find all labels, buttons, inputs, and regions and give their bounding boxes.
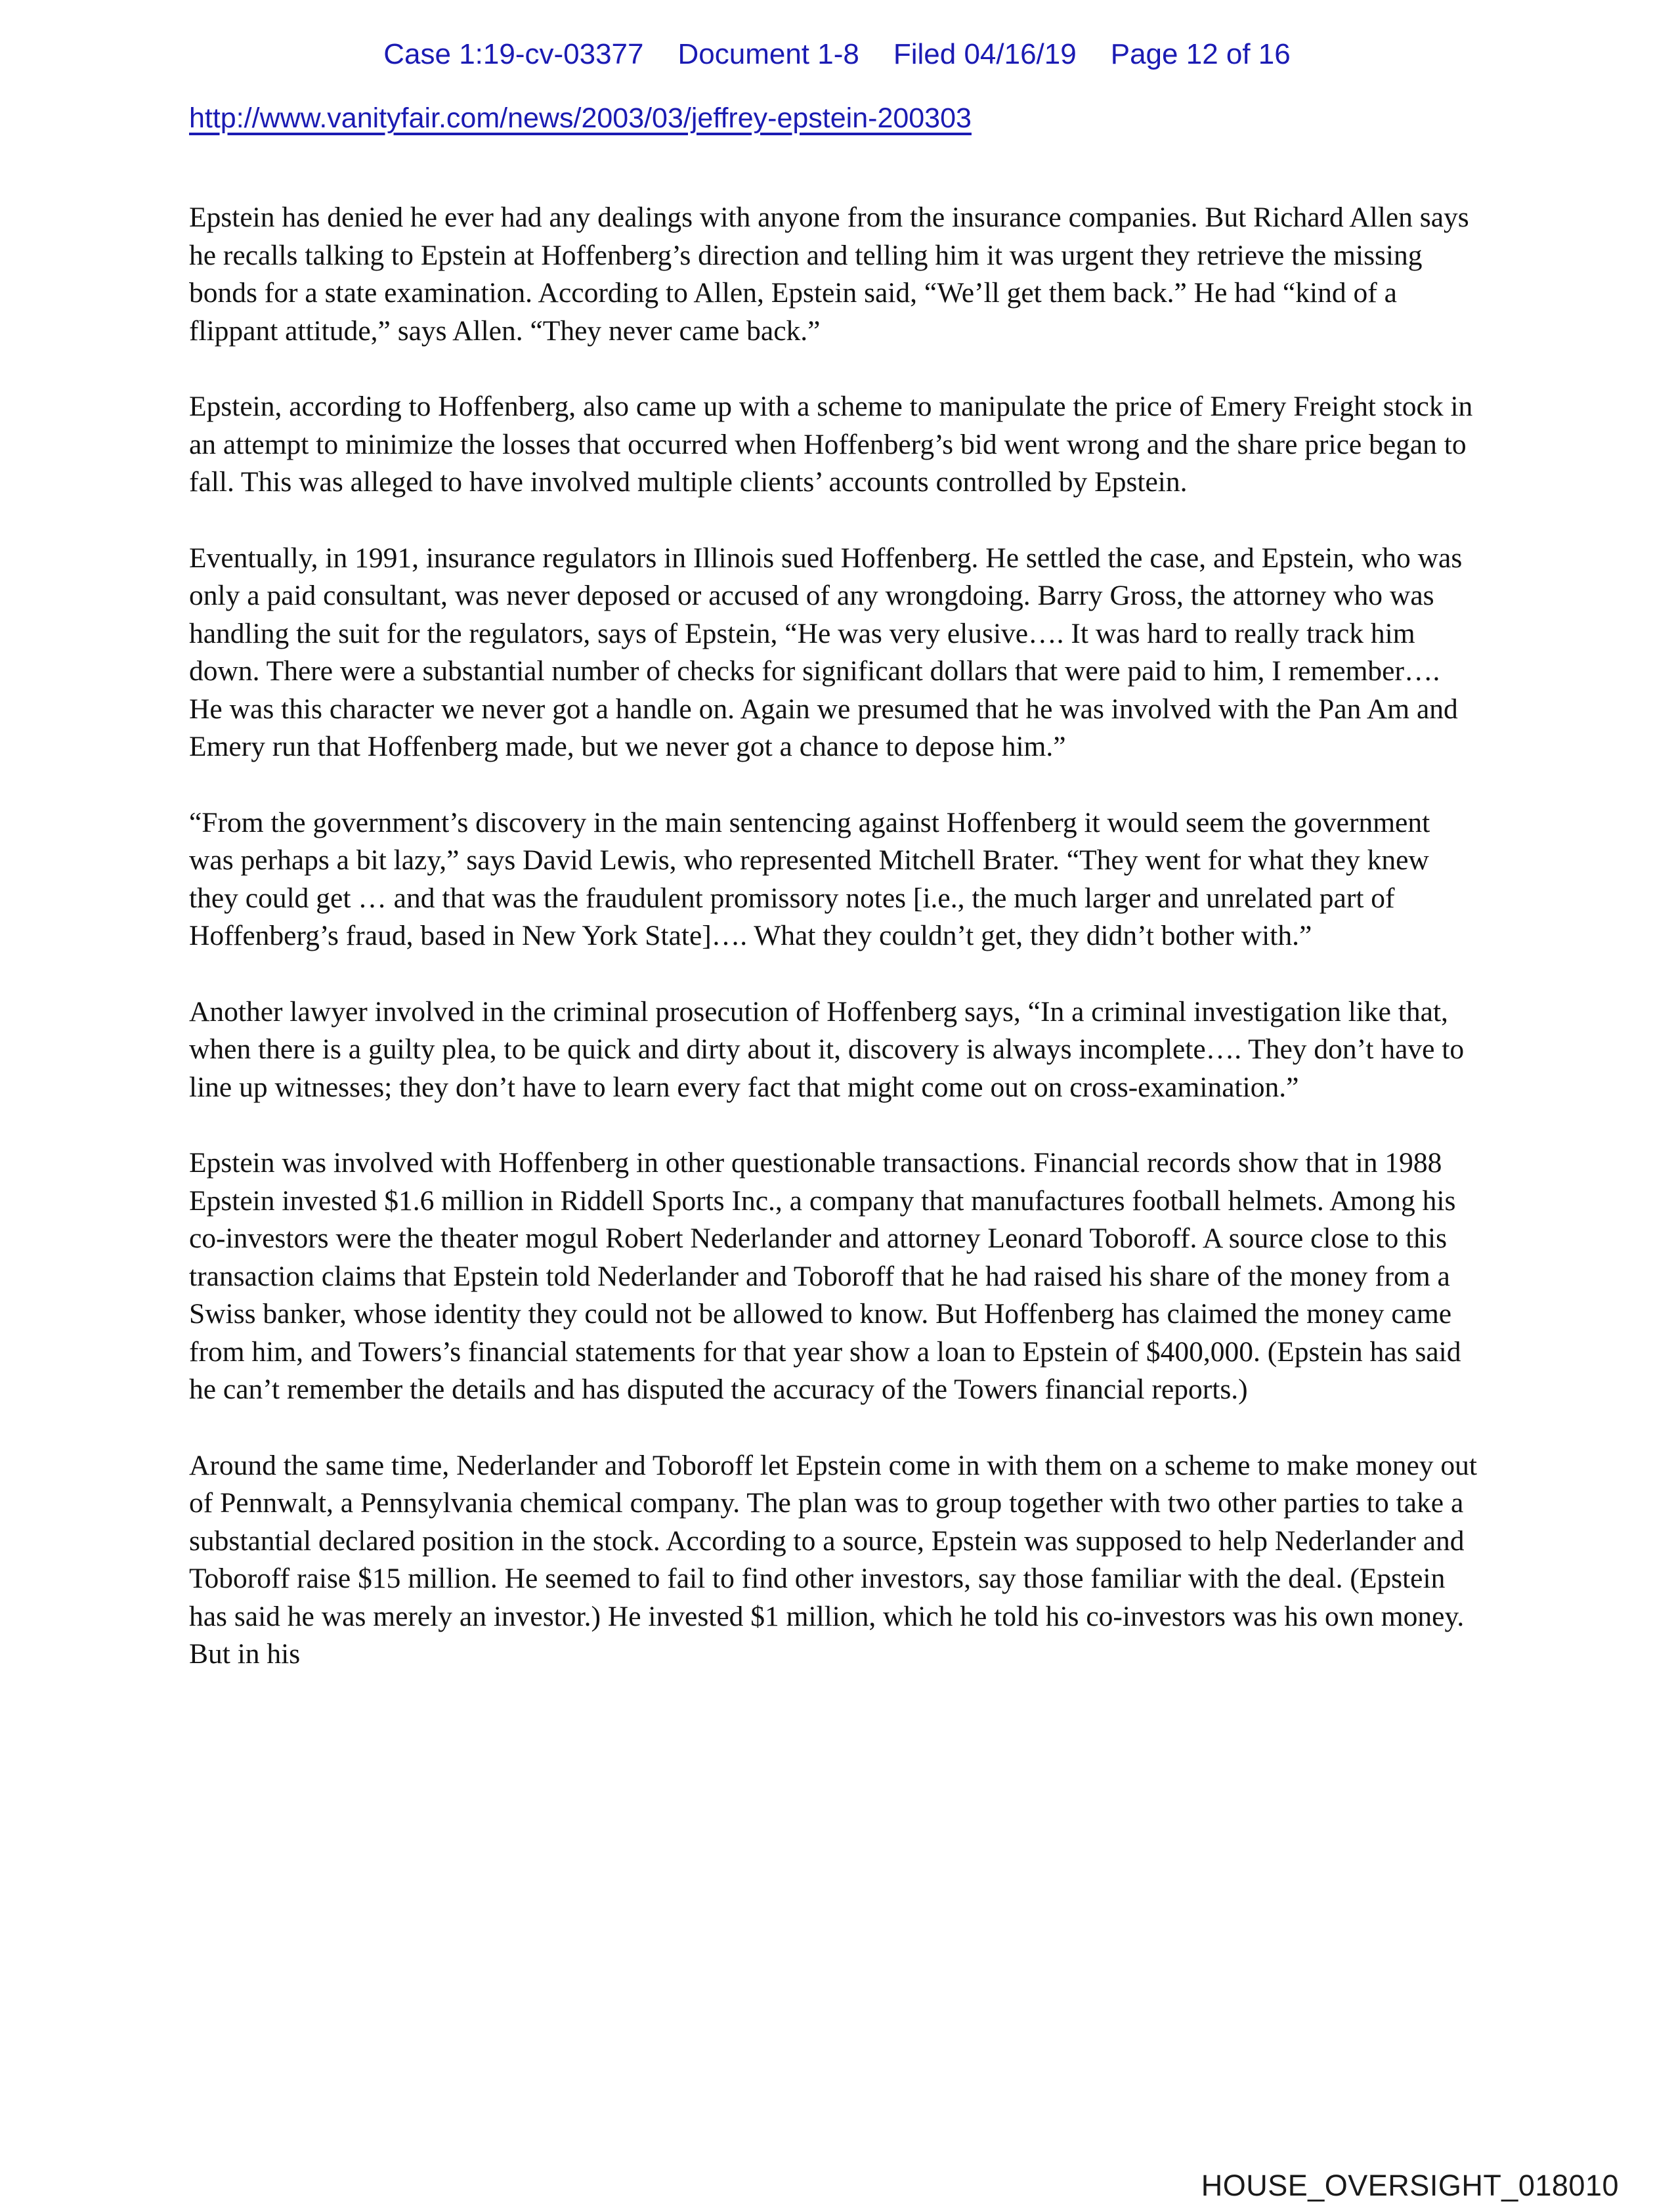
source-url-link[interactable]: http://www.vanityfair.com/news/2003/03/jeffrey-epstein-200303 [189, 102, 972, 134]
court-header [0, 38, 1674, 72]
article-paragraph: Epstein has denied he ever had any dealings with anyone from the insurance companies. But Richard Allen says he recalls talking to Epstein at Hoffenberg’s direction and telling him it was urgent they retrieve the missing bonds for a state examination. According to Allen, Epstein said, “We’ll get them back.” He had “kind of a flippant attitude,” says Allen. “They never came back.” [189, 202, 1469, 347]
article-paragraph: Epstein was involved with Hoffenberg in other questionable transactions. Financial records show that in 1988 Epstein invested $1.6 million in Riddell Sports Inc., a company that manufactures football helmets. Among his co-investors were the theater mogul Robert Nederlander and attorney Leonard Toboroff. A source close to this transaction claims that Epstein told Nederlander and Toboroff that he had raised his share of the money from a Swiss banker, whose identity they could not be allowed to know. But Hoffenberg has claimed the money came from him, and Towers’s financial statements for that year show a loan to Epstein of $400,000. (Epstein has said he can’t remember the details and has disputed the accuracy of the Towers financial reports.) [189, 1147, 1461, 1405]
filed-date: Filed 04/16/19 [893, 38, 1077, 70]
article-body [189, 199, 1479, 1712]
article-paragraph: Another lawyer involved in the criminal prosecution of Hoffenberg says, “In a criminal investigation like that, when there is a guilty plea, to be quick and dirty about it, discovery is always incomplete…. They don’t have to line up witnesses; they don’t have to learn every fact that might come out on cross-examination.” [189, 995, 1465, 1103]
document-number: Document 1-8 [677, 38, 859, 70]
article-paragraph: Epstein, according to Hoffenberg, also came up with a scheme to manipulate the price of Emery Freight stock in an attempt to minimize the losses that occurred when Hoffenberg’s bid went wrong and the share price began to fall. This was alleged to have involved multiple clients’ accounts controlled by Epstein. [189, 391, 1473, 498]
article-paragraph: Eventually, in 1991, insurance regulators in Illinois sued Hoffenberg. He settled the case, and Epstein, who was only a paid consultant, was never deposed or accused of any wrongdoing. Barry Gross, the attorney who was handling the suit for the regulators, says of Epstein, “He was very elusive…. It was hard to really track him down. There were a substantial number of checks for significant dollars that were paid to him, I remember…. He was this character we never got a handle on. Again we presumed that he was involved with the Pan Am and Emery run that Hoffenberg made, but we never got a chance to depose him.” [189, 542, 1463, 762]
article-paragraph: Around the same time, Nederlander and Toboroff let Epstein come in with them on a scheme to make money out of Pennwalt, a Pennsylvania chemical company. The plan was to group together with two other parties to take a substantial declared position in the stock. According to a source, Epstein was supposed to help Nederlander and Toboroff raise $15 million. He seemed to fail to find other investors, say those familiar with the deal. (Epstein has said he was merely an investor.) He invested $1 million, which he told his co-investors was his own money. But in his [189, 1449, 1477, 1670]
bates-number: HOUSE_OVERSIGHT_018010 [1201, 2169, 1619, 2202]
case-number: Case 1:19-cv-03377 [383, 38, 644, 70]
page-indicator: Page 12 of 16 [1110, 38, 1291, 70]
article-paragraph: “From the government’s discovery in the main sentencing against Hoffenberg it would seem the government was perhaps a bit lazy,” says David Lewis, who represented Mitchell Brater. “They went for what they knew they could get … and that was the fraudulent promissory notes [i.e., the much larger and unrelated part of Hoffenberg’s fraud, based in New York State]…. What they couldn’t get, they didn’t bother with.” [189, 806, 1430, 951]
